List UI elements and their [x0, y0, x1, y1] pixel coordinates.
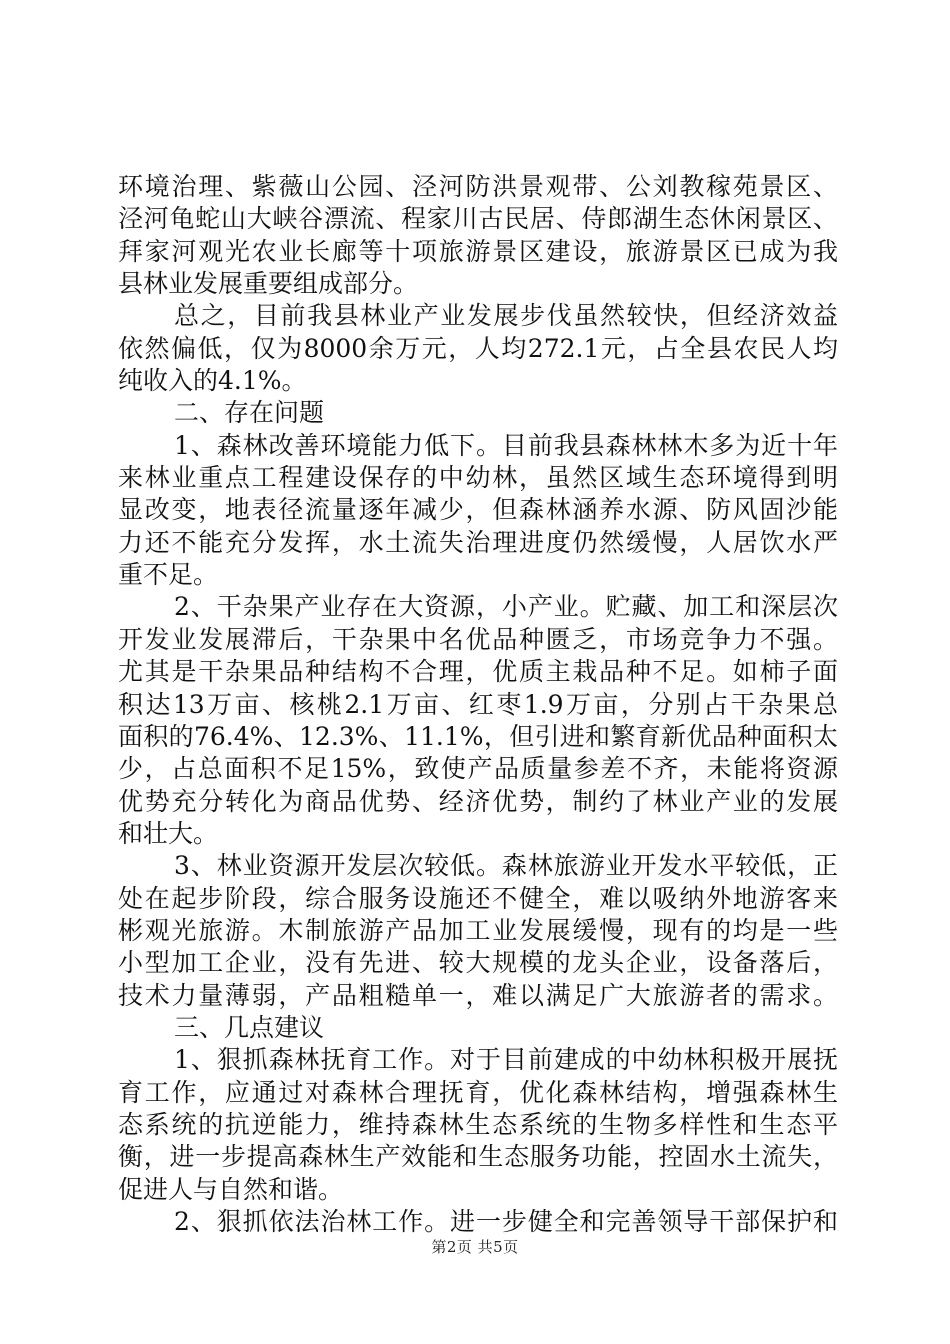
- text-line: 显改变，地表径流量逐年减少，但森林涵养水源、防风固沙能: [118, 495, 838, 525]
- text-line: 面积的76.4%、12.3%、11.1%，但引进和繁育新优品种面积太: [118, 721, 838, 751]
- text-line: 积达13万亩、核桃2.1万亩、红枣1.9万亩，分别占干杂果总: [118, 689, 838, 719]
- text-line: 少，占总面积不足15%，致使产品质量参差不齐，未能将资源: [118, 754, 838, 784]
- text-line: 纯收入的4.1%。: [118, 366, 307, 396]
- text-line: 重不足。: [118, 560, 219, 590]
- text-line: 1、狠抓森林抚育工作。对于目前建成的中幼林积极开展抚: [174, 1045, 838, 1075]
- text-line: 泾河龟蛇山大峡谷漂流、程家川古民居、侍郎湖生态休闲景区、: [118, 204, 838, 234]
- text-line: 育工作，应通过对森林合理抚育，优化森林结构，增强森林生: [118, 1077, 838, 1107]
- page-footer: 第2页 共5页: [431, 1238, 519, 1256]
- text-line: 2、狠抓依法治林工作。进一步健全和完善领导干部保护和: [174, 1207, 838, 1236]
- section-heading: 二、存在问题: [174, 398, 325, 428]
- text-line: 衡，进一步提高森林生产效能和生态服务功能，控固水土流失，: [118, 1142, 838, 1172]
- text-line: 优势充分转化为商品优势、经济优势，制约了林业产业的发展: [118, 786, 838, 816]
- text-line: 1、森林改善环境能力低下。目前我县森林林木多为近十年: [174, 430, 838, 460]
- text-line: 环境治理、紫薇山公园、泾河防洪景观带、公刘教稼苑景区、: [118, 172, 838, 201]
- text-line: 拜家河观光农业长廊等十项旅游景区建设，旅游景区已成为我: [118, 236, 838, 266]
- text-line: 和壮大。: [118, 818, 219, 848]
- text-line: 依然偏低，仅为8000余万元，人均272.1元，占全县农民人均: [118, 333, 838, 363]
- text-line: 3、林业资源开发层次较低。森林旅游业开发水平较低，正: [174, 851, 838, 881]
- document-body: [118, 171, 838, 1238]
- text-line: 促进人与自然和谐。: [118, 1174, 344, 1204]
- text-line: 来林业重点工程建设保存的中幼林，虽然区域生态环境得到明: [118, 463, 838, 493]
- text-line: 县林业发展重要组成部分。: [118, 269, 419, 299]
- text-line: 尤其是干杂果品种结构不合理，优质主栽品种不足。如柿子面: [118, 657, 838, 687]
- text-line: 力还不能充分发挥，水土流失治理进度仍然缓慢，人居饮水严: [118, 527, 838, 557]
- section-heading: 三、几点建议: [174, 1012, 325, 1042]
- text-line: 技术力量薄弱，产品粗糙单一，难以满足广大旅游者的需求。: [118, 980, 838, 1010]
- text-line: 开发业发展滞后，干杂果中名优品种匮乏，市场竞争力不强。: [118, 624, 838, 654]
- text-line: 彬观光旅游。木制旅游产品加工业发展缓慢，现有的均是一些: [118, 915, 838, 945]
- text-line: 处在起步阶段，综合服务设施还不健全，难以吸纳外地游客来: [118, 883, 838, 913]
- text-line: 态系统的抗逆能力，维持森林生态系统的生物多样性和生态平: [118, 1109, 838, 1139]
- text-line: 总之，目前我县林业产业发展步伐虽然较快，但经济效益: [174, 301, 838, 331]
- text-line: 小型加工企业，没有先进、较大规模的龙头企业，设备落后，: [118, 948, 838, 978]
- text-line: 2、干杂果产业存在大资源，小产业。贮藏、加工和深层次: [174, 592, 838, 622]
